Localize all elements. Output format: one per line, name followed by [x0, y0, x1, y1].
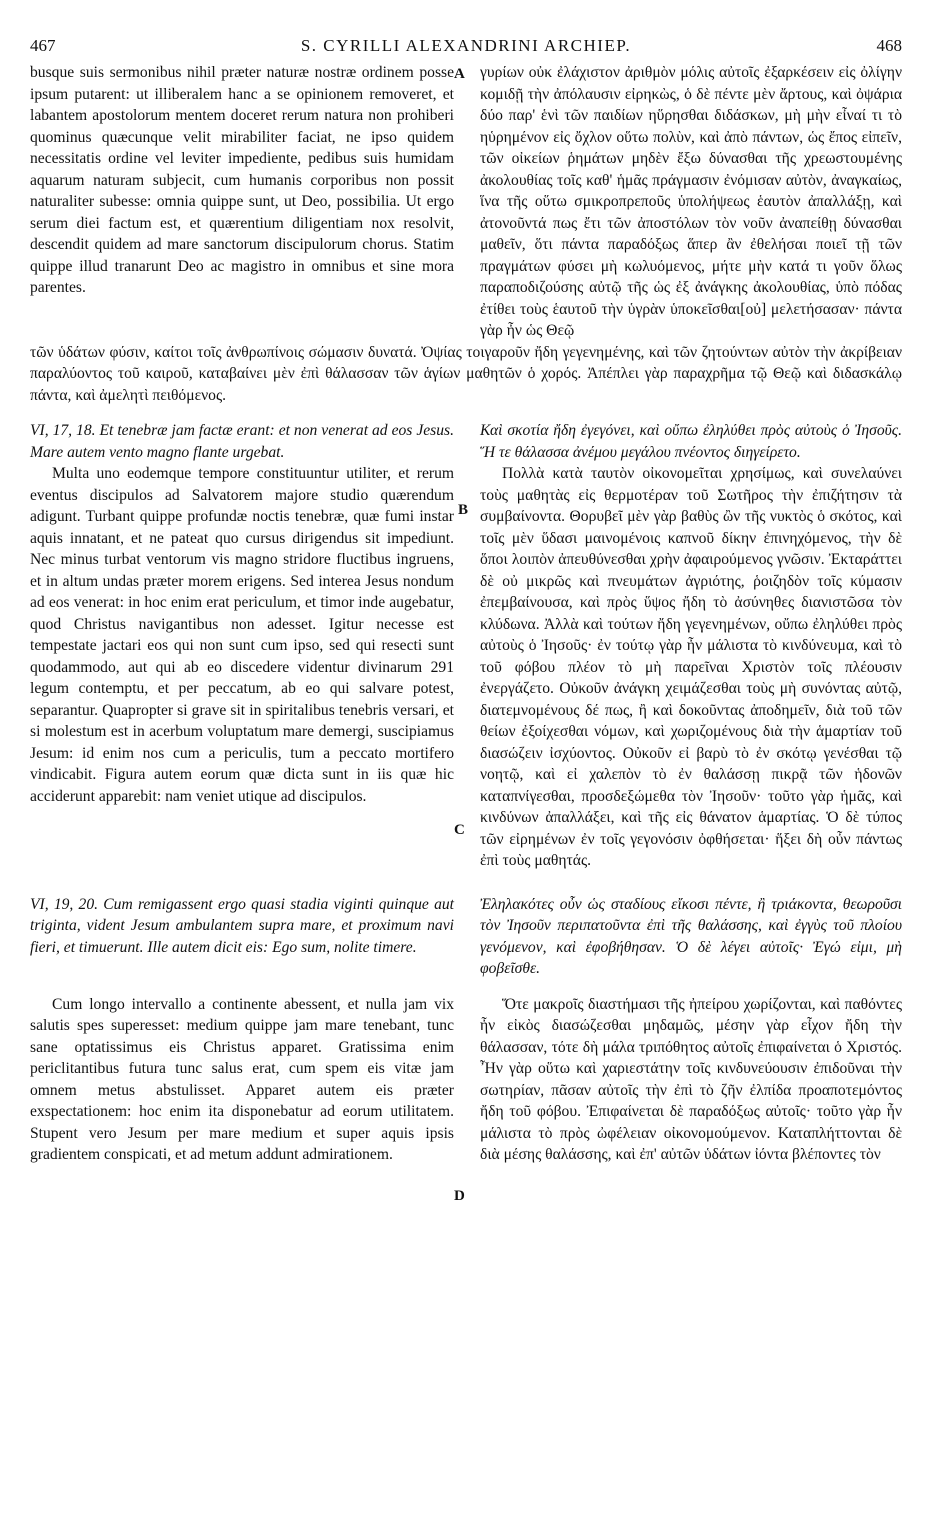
block-2-heading — [30, 420, 902, 463]
greek-verse-heading: Καὶ σκοτία ἤδη ἐγεγόνει, καὶ οὔπω ἐληλύθει πρὸς αὐτοὺς ὁ Ἰησοῦς. Ἥ τε θάλασσα ἀνέμου μεγάλου πνέοντος διηγείρετο. — [480, 422, 902, 461]
greek-column — [480, 420, 902, 463]
section-mark-c: C — [454, 822, 465, 838]
latin-paragraph: Cum longo intervallo a continente abessent, et nulla jam vix salutis spes superesset: medium quippe jam mare tenebant, tunc sane optatissimus eis Christus apparet. Gratissima enim periclitantibus futura tunc salus erat, cum spem eis vitæ jam omnem metus abstulisset. Apparet autem eis præter exspectationem: hoc enim ita disponebatur ad eorum utilitatem. Stupent vero Jesum per mare medium et super aquis ipsis gradientem conspicati, et ad metum addunt admirationem. — [30, 995, 454, 1163]
greek-paragraph: γυρίων οὐκ ἐλάχιστον ἀριθμὸν μόλις αὐτοῖς ἐξαρκέσειν εἰς ὀλίγην κομιδῇ τὴν ἀπόλαυσιν εἰρηκὼς, ὁ δὲ πέντε μὲν ἄρτους, καὶ ὀψάρια δύο παρ' ἑνὶ τῶν παιδίων ηὕρησθαι διδάσκων, μὴ μὴν εἶναί τι τὸ ηὑρημένον εἰς ὄχλον οὕτω πολὺν, καὶ ἀπὸ πάντων, ὡς ἔπος εἰπεῖν, τῶν οἰκείων ῥημάτων μηδὲν ἔξω δύνασθαι τῆς χρεωστουμένης ἀκολουθίας τοῖς καθ' ἡμᾶς πράγμασιν ἐνόμισαν αὐτὸν, ἀναγκαίως, ἵνα τῆς οὕτω σμικροπρεποῦς ὑπολήψεως ἑαυτὸν ἀπαλλάξῃ, καὶ ἀτονοῦντά πως ἔτι τῶν ἀποστόλων τὸν νοῦν ἀναπείθῃ δύνασθαι μαθεῖν, ὅτι πάντα παραδόξως ἅπερ ἂν ἐθελήσαι ποιεῖ τῇ τῶν πραγμάτων φύσει μὴ κωλυόμενος, μήτε μὴν κατά τι γοῦν ὅλως παραποδιζούσης αὐτῷ τῆς ὡς ἐξ ἀνάγκης ἀκολουθίας, ὑπὸ πόδας ἐτίθει τοὺς ἑαυτοῦ τὴν ὑγρὰν ὑποκεῖσθαι[οὐ] μελετήσασαν· πάντα γὰρ ἦν ὡς Θεῷ — [480, 64, 902, 339]
greek-verse-heading: Ἐληλακότες οὖν ὡς σταδίους εἴκοσι πέντε, ἢ τριάκοντα, θεωροῦσι τὸν Ἰησοῦν περιπατοῦντα ἐπὶ τῆς θαλάσσης, καὶ ἐγγὺς τοῦ πλοίου γενόμενον, καὶ ἐφοβήθησαν. Ὁ δὲ λέγει αὐτοῖς· Ἐγώ εἰμι, μὴ φοβεῖσθε. — [480, 895, 902, 977]
greek-column — [480, 994, 902, 1166]
latin-column — [30, 463, 454, 807]
running-title: S. CYRILLI ALEXANDRINI ARCHIEP. — [300, 36, 632, 55]
latin-column — [30, 894, 454, 959]
running-header — [30, 36, 902, 58]
greek-paragraph: Πολλὰ κατὰ ταυτὸν οἰκονομεῖται χρησίμως, καὶ συνελαύνει τοὺς μαθητὰς εἰς θερμοτέραν τοῦ Σωτῆρος τὴν ἐπιζήτησιν τὰ συμβαίνοντα. Θορυβεῖ μὲν γὰρ βαθὺς ὢν τῆς νυκτὸς ὁ σκότος, καὶ τοῖς μὲν ὕδασι μαινομένοις καπνοῦ δίκην ἐπινηχόμενος, τὴν δὲ ὅποι λοιπὸν ἀπευθύνεσθαι χρὴν ἀφαιρούμενος γνῶσιν. Ἐκταράττει δὲ οὐ μικρῶς καὶ πνευμάτων ἀγριότης, ῥοιζηδὸν τοῖς κύμασιν ἐπεμβαίνουσα, καὶ πρὸς ὕψος ἤδη τὸ ἀσύνηθες διανιστῶσα τὸν κλύδωνα. Ἀλλὰ καὶ τούτων ἤδη γεγενημένων, οὔπω ἐληλύθει πρὸς αὐτοὺς ὁ Ἰησοῦς· ἐν τούτῳ γὰρ ἦν μάλιστα τὸ κινδύνευμα, καὶ τὸ τοῦ φόβου πλέον τὸ μὴ παρεῖναι Χριστὸν τοῖς πλέουσιν ἐνεργάζετο. Οὐκοῦν ἀνάγκη χειμάζεσθαι τοὺς μὴ συνόντας αὐτῷ, διατεμνομένους δέ πως, ἢ καὶ δοκοῦντας ἀποδημεῖν, διὰ τοῦ τῶν θείων ἐξοίχεσθαι νόμων, καὶ χωριζομένους διὰ τὴν ἁμαρτίαν τοῦ διασώζειν ἰσχύοντος. Οὐκοῦν εἰ βαρὺ τὸ ἐν σκότῳ γενέσθαι τῷ νοητῷ, καὶ εἰ χαλεπὸν τὸ ἐν θαλάσσῃ πικρᾷ τῶν ἡδονῶν καταπνίγεσθαι, προσδεξώμεθα τὸν Ἰησοῦν· τοῦτο γὰρ ἡμᾶς, καὶ κινδύνων ἀπαλλάξει, καὶ τῆς εἰς θάνατον ἁμαρτίας. Ὁ δὲ τύπος τῶν εἰρημένων ἐν τοῖς γεγονόσιν ὀφθήσεται· ἥξει δὴ οὖν πάντως ἐπὶ τοὺς μαθητάς. — [480, 465, 902, 869]
section-mark-a: A — [454, 66, 465, 82]
page-number-right: 468 — [876, 36, 902, 55]
greek-column — [480, 62, 902, 342]
block-2-body — [30, 463, 902, 872]
block-1 — [30, 62, 902, 342]
latin-paragraph: Multa uno eodemque tempore constituuntur utiliter, et rerum eventus discipulos ad Salvatorem majore studio quærendum adigunt. Turbant quippe profundæ noctis tenebræ, quæ fumi instar aquis innatant, et ne pateat quo cursus dirigendus sit impediunt. Nec minus turbat ventorum vis magno stridore fluctibus ingruens, et in altum undas præter morem erigens. Sed interea Jesus nondum ad eos venerat: in hoc enim erat periculum, et timor inde augebatur, quod Christus navigantibus non adesset. Igitur necesse est tempestate jactari eos qui non sunt cum ipso, sed qui resecti sunt quodammodo, aut qui ab eo discedere videntur divinarum 291 legum contemptu, et per peccatum, ab eo qui salvare potest, separantur. Quapropter si grave sit in spiritalibus tenebris versari, et si molestum est in acerbum voluptatum mare demergi, suscipiamus Jesum: id enim nos cum a periculis, tum a peccato mortifero vindicabit. Figura autem eorum quæ dicta sunt in iis quæ hic acciderunt apparebit: nam veniet utique ad discipulos. — [30, 465, 454, 805]
latin-paragraph: busque suis sermonibus nihil præter naturæ nostræ ordinem posse ipsum putarent: ut illiberalem hanc a se opinionem removeret, et labantem apostolorum mentem doceret rerum natura non prohiberi quominus quæcunque velit mirabiliter faciat, ne ipso quidem necessitatis ordine vel leviter impediente, pedibus suis humidam aquarum naturam subjecit, cum humanis corporibus non possit naturaliter subesse: omnia quippe sunt, ut Deo, possibilia. Ut ergo serum diei factum est, et quærentium diligentiam nox resolvit, descendit quidem ad mare sanctorum discipulorum chorus. Statim quippe illud tranarunt Deo ac magistro in omnibus et sine mora parentes. — [30, 64, 454, 296]
latin-verse-heading: VI, 17, 18. Et tenebræ jam factæ erant: et non venerat ad eos Jesus. Mare autem vento magno flante urgebat. — [30, 422, 454, 461]
section-mark-d: D — [454, 1188, 465, 1204]
latin-column — [30, 994, 454, 1166]
block-3-heading — [30, 894, 902, 980]
greek-paragraph: Ὅτε μακροῖς διαστήμασι τῆς ἠπείρου χωρίζονται, καὶ παθόντες ἦν εἰκὸς διασώζεσθαι μηδαμῶς, μέσην γὰρ εἶχον ἤδη τὴν θάλασσαν, τότε δὴ μάλα τριπόθητος αὐτοῖς ἐπιφαίνεται ὁ Χριστός. Ἦν γὰρ οὕτω καὶ χαριεστάτην τοῖς κινδυνεύουσιν ἐπιδοῦναι τὴν σωτηρίαν, πᾶσαν αὐτοῖς τὴν ἐπὶ τὸ ζῆν ἐλπίδα προαποτεμόντος ἤδη τοῦ φόβου. Ἐπιφαίνεται δὲ παραδόξως αὐτοῖς· τοῦτο γὰρ ἦν μάλιστα τὸ πρὸς ὠφέλειαν οἰκονομούμενον. Καταπλήττονται δὲ διὰ μέσης θαλάσσης, καὶ ἐπ' αὐτῶν ὑδάτων ἰόντα βλέποντες τὸν — [480, 995, 902, 1163]
full-width-greek-paragraph: τῶν ὑδάτων φύσιν, καίτοι τοῖς ἀνθρωπίνοις σώμασιν δυνατά. Ὀψίας τοιγαροῦν ἤδη γεγενημένης, καὶ τῶν ζητούντων αὐτὸν τὴν ἀκρίβειαν παραλύοντος τοῦ καιροῦ, καταβαίνει μὲν ἐπὶ θάλασσαν τῶν ἁγίων μαθητῶν ὁ χορός. Ἀπέπλει γὰρ παραχρῆμα τῷ Θεῷ καὶ διδασκάλῳ πάντα, καὶ ἀμελητὶ πειθόμενος. — [30, 343, 902, 404]
page-number-left: 467 — [30, 36, 56, 55]
latin-verse-heading: VI, 19, 20. Cum remigassent ergo quasi stadia viginti quinque aut triginta, vident Jesum ambulantem supra mare, et proximum navi fieri, et timuerunt. Ille autem dicit eis: Ego sum, nolite timere. — [30, 895, 454, 956]
block-3-body — [30, 994, 902, 1166]
latin-column — [30, 62, 454, 299]
greek-column — [480, 894, 902, 980]
section-mark-b: B — [458, 502, 469, 518]
greek-column — [480, 463, 902, 872]
page-body — [30, 62, 902, 1166]
latin-column — [30, 420, 454, 463]
